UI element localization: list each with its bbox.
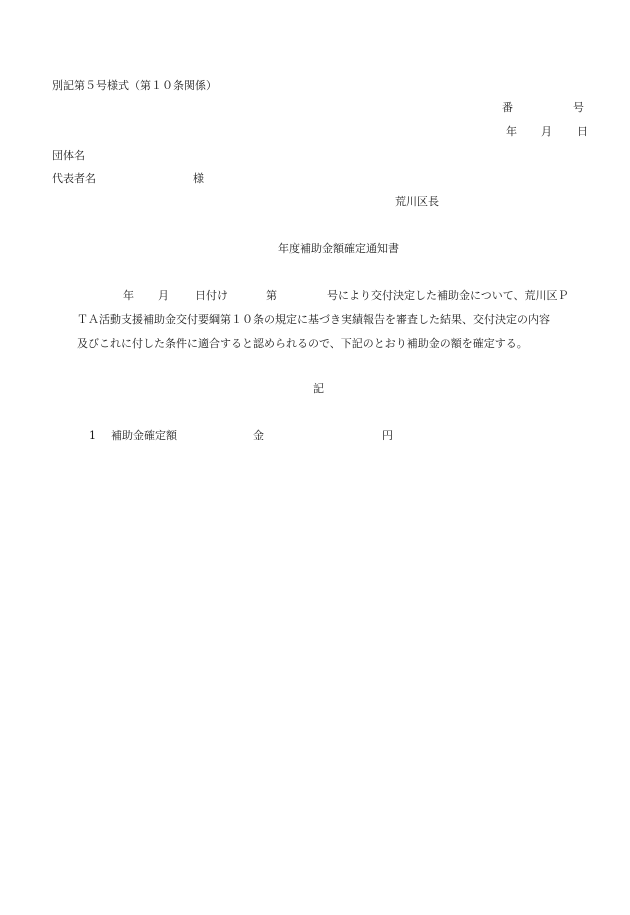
document-number-go: 号: [573, 101, 584, 114]
issue-date-month: 月: [541, 125, 552, 138]
organization-name-label: 団体名: [52, 149, 85, 162]
representative-name-label: 代表者名: [52, 172, 96, 185]
body-year: 年: [123, 289, 134, 302]
item-number: 1: [89, 429, 96, 442]
body-line-2-text: ＴＡ活動支援補助金交付要綱第１０条の規定に基づき実績報告を審査した結果、交付決定の内容: [77, 313, 550, 326]
recipient-honorific: 様: [193, 172, 204, 185]
item-amount-suffix: 円: [382, 429, 393, 442]
form-label: 別記第５号様式（第１０条関係）: [52, 79, 217, 92]
issue-date-year: 年: [506, 125, 517, 138]
issuer-name: 荒川区長: [395, 195, 439, 208]
issue-date-day: 日: [577, 125, 588, 138]
body-month: 月: [158, 289, 169, 302]
item-amount-prefix: 金: [253, 429, 264, 442]
body-date-suffix: 日付け: [195, 289, 228, 302]
item-label: 補助金確定額: [111, 429, 177, 442]
body-line-1-text: 号により交付決定した補助金について、荒川区Ｐ: [327, 289, 569, 302]
document-number-ban: 番: [502, 101, 513, 114]
document-title: 年度補助金額確定通知書: [278, 242, 399, 255]
body-line-3-text: 及びこれに付した条件に適合すると認められるので、下記のとおり補助金の額を確定する。: [77, 337, 528, 350]
body-dai: 第: [266, 289, 277, 302]
ki-heading: 記: [313, 382, 324, 395]
